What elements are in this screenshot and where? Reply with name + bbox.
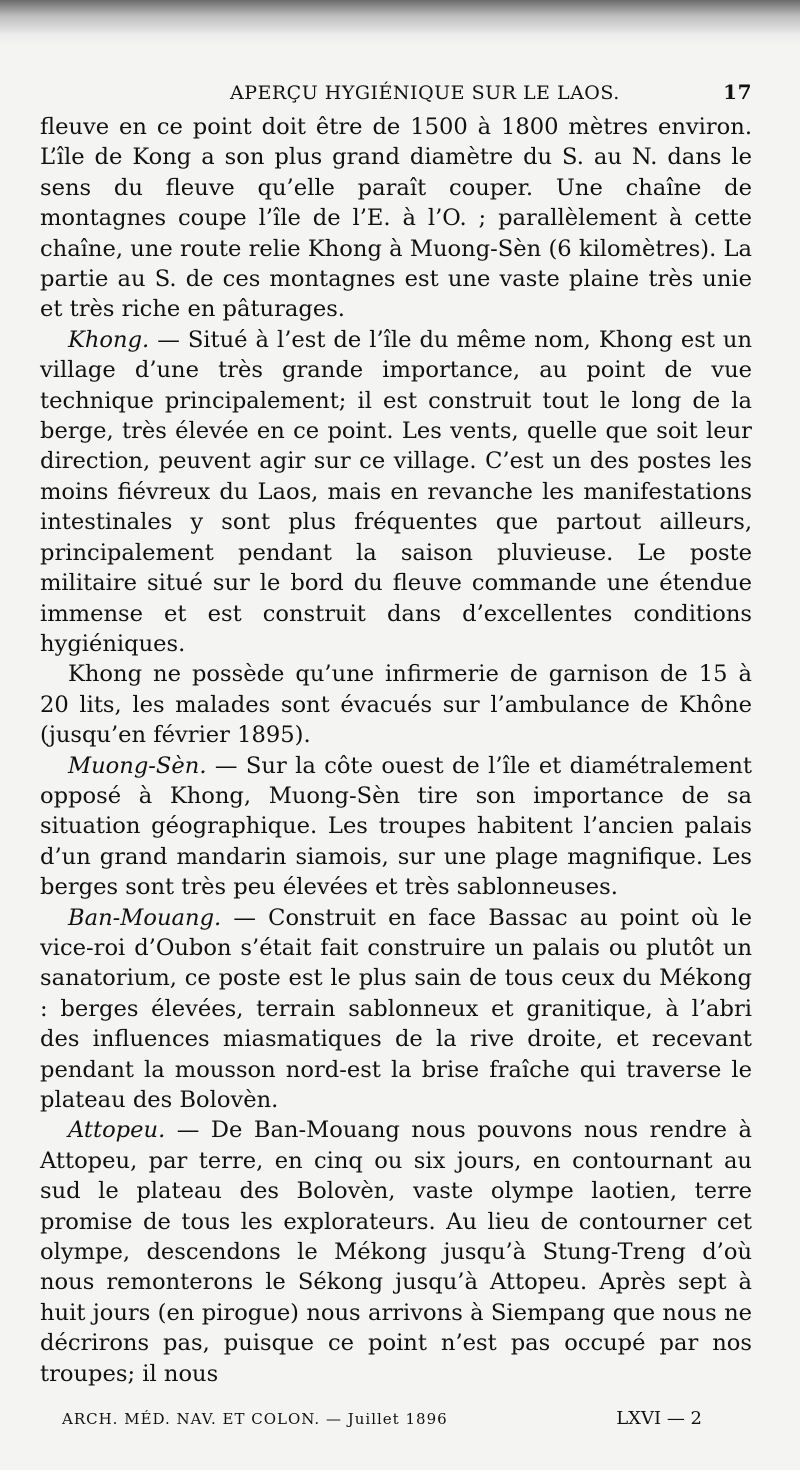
running-head bbox=[40, 78, 752, 112]
paragraph bbox=[40, 325, 752, 659]
paragraph-heading: Ban-Mouang. bbox=[68, 904, 222, 931]
paragraph-heading: Khong. bbox=[68, 326, 150, 353]
page-number: 17 bbox=[723, 80, 752, 104]
paragraph bbox=[40, 1115, 752, 1389]
paragraph bbox=[40, 112, 752, 325]
volume-signature: LXVI — 2 bbox=[616, 1408, 702, 1429]
paragraph bbox=[40, 659, 752, 750]
paragraph-heading: Muong-Sèn. bbox=[68, 752, 207, 779]
scan-edge-shadow bbox=[0, 0, 800, 46]
paragraph-text: Khong ne possède qu’une infirmerie de garnison de 15 à 20 lits, les malades sont évacués sur l’ambulance de Khône (jusqu’en février 1895). bbox=[40, 661, 752, 749]
footer bbox=[62, 1408, 702, 1434]
body-text bbox=[40, 112, 752, 1389]
paragraph-text: — Situé à l’est de l’île du même nom, Khong est un village d’une très grande importance, au point de vue technique principalement; il est construit tout le long de la berge, très élevée en ce point. Les vents, quelle que soit leur direction, peuvent agir sur ce village. C’est un des postes les moins fiévreux du Laos, mais en revanche les manifestations intestinales y sont plus fréquentes que partout ailleurs, principalement pendant la saison pluvieuse. Le poste militaire situé sur le bord du fleuve commande une étendue immense et est construit dans d’excellentes conditions hygiéniques. bbox=[40, 326, 752, 657]
running-head-title: APERÇU HYGIÉNIQUE SUR LE LAOS. bbox=[230, 82, 620, 104]
paragraph-text: fleuve en ce point doit être de 1500 à 1800 mètres environ. L’île de Kong a son plus grand diamètre du S. au N. dans le sens du fleuve qu’elle paraît couper. Une chaîne de montagnes coupe l’île de l’E. à l’O. ; parallèlement à cette chaîne, une route relie Khong à Muong-Sèn (6 kilomètres). La partie au S. de ces montagnes est une vaste plaine très unie et très riche en pâturages. bbox=[40, 114, 752, 323]
paragraph bbox=[40, 903, 752, 1116]
paragraph-text: — Sur la côte ouest de l’île et diamétralement opposé à Khong, Muong-Sèn tire son importance de sa situation géographique. Les troupes habitent l’ancien palais d’un grand mandarin siamois, sur une plage magnifique. Les berges sont très peu élevées et très sablonneuses. bbox=[40, 752, 752, 901]
journal-citation: ARCH. MÉD. NAV. ET COLON. — Juillet 1896 bbox=[62, 1410, 448, 1428]
paragraph bbox=[40, 751, 752, 903]
page bbox=[40, 78, 752, 1389]
paragraph-text: — De Ban-Mouang nous pouvons nous rendre à Attopeu, par terre, en cinq ou six jours, en contournant au sud le plateau des Bolovèn, vaste olympe laotien, terre promise de tous les explorateurs. Au lieu de contourner cet olympe, descendons le Mékong jusqu’à Stung-Treng d’où nous remonterons le Sékong jusqu’à Attopeu. Après sept à huit jours (en pirogue) nous arrivons à Siempang que nous ne décrirons pas, puisque ce point n’est pas occupé par nos troupes; il nous bbox=[40, 1117, 752, 1387]
paragraph-heading: Attopeu. bbox=[68, 1117, 166, 1144]
paragraph-text: — Construit en face Bassac au point où le vice-roi d’Oubon s’était fait construire un palais ou plutôt un sanatorium, ce poste est le plus sain de tous ceux du Mékong : berges élevées, terrain sablonneux et granitique, à l’abri des influences miasmatiques de la rive droite, et recevant pendant la mousson nord-est la brise fraîche qui traverse le plateau des Bolovèn. bbox=[40, 904, 752, 1113]
